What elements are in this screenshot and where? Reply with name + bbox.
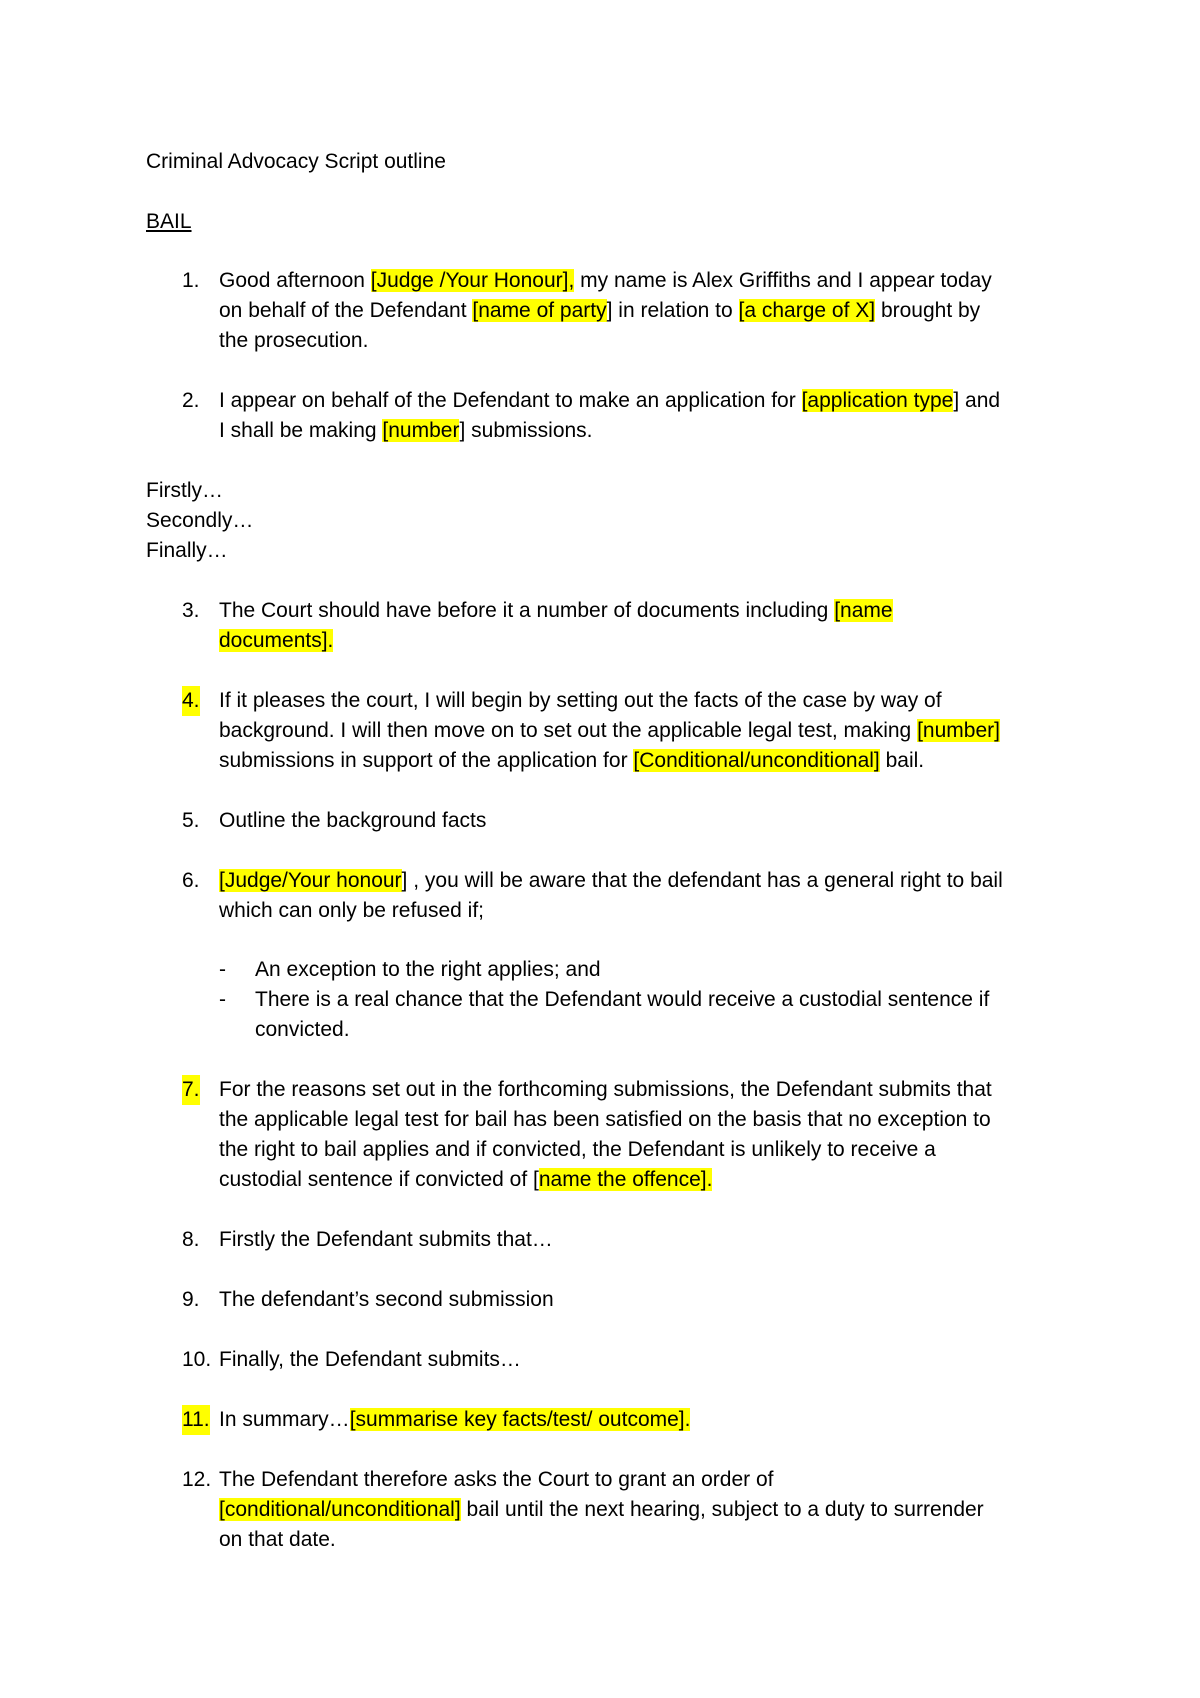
bullet-dash: - bbox=[219, 958, 226, 981]
text-line bbox=[219, 806, 1099, 836]
highlighted-placeholder: [summarise key facts/test/ outcome]. bbox=[349, 1408, 691, 1431]
text-line bbox=[219, 596, 1099, 626]
item-text bbox=[219, 1405, 1099, 1435]
item-text bbox=[219, 686, 1099, 776]
highlighted-placeholder: [number bbox=[382, 419, 460, 442]
text-line bbox=[219, 1105, 1099, 1135]
text-run: brought by bbox=[875, 299, 981, 322]
text-line bbox=[219, 296, 1099, 326]
text-run: For the reasons set out in the forthcoming submissions, the Defendant submits that bbox=[219, 1078, 992, 1101]
item-number: 1. bbox=[182, 269, 200, 292]
document-title: Criminal Advocacy Script outline bbox=[146, 150, 446, 173]
text-run: background. I will then move on to set out the applicable legal test, making bbox=[219, 719, 918, 742]
highlighted-placeholder: [application type bbox=[801, 389, 954, 412]
text-run: In summary… bbox=[219, 1408, 350, 1431]
item-text bbox=[219, 266, 1099, 356]
text-line bbox=[219, 1405, 1099, 1435]
highlighted-placeholder: [Judge /Your Honour], bbox=[370, 269, 575, 292]
text-run: The Court should have before it a number of documents including bbox=[219, 599, 835, 622]
text-run: bail. bbox=[879, 749, 925, 772]
bullet-text bbox=[255, 955, 1099, 985]
highlighted-placeholder: [name of party bbox=[472, 299, 607, 322]
item-number: 2. bbox=[182, 389, 200, 412]
text-line: An exception to the right applies; and bbox=[255, 958, 601, 981]
text-line bbox=[219, 1165, 1099, 1195]
text-line bbox=[219, 1285, 1099, 1315]
item-text bbox=[219, 1285, 1099, 1315]
text-run: on behalf of the Defendant bbox=[219, 299, 473, 322]
text-run: the right to bail applies and if convicted, the Defendant is unlikely to receive a bbox=[219, 1138, 936, 1161]
text-line bbox=[219, 896, 1099, 926]
text-line bbox=[219, 716, 1099, 746]
item-text bbox=[219, 1465, 1099, 1555]
text-line bbox=[219, 1075, 1099, 1105]
item-number: 3. bbox=[182, 599, 200, 622]
text-run: custodial sentence if convicted of [ bbox=[219, 1168, 539, 1191]
highlighted-placeholder: name the offence]. bbox=[538, 1168, 713, 1191]
text-run: ] in relation to bbox=[606, 299, 739, 322]
text-line bbox=[219, 1495, 1099, 1525]
item-text bbox=[219, 386, 1099, 446]
text-run: which can only be refused if; bbox=[219, 899, 484, 922]
highlighted-placeholder: [conditional/unconditional] bbox=[219, 1498, 461, 1521]
text-run: submissions in support of the application for bbox=[219, 749, 634, 772]
text-line: convicted. bbox=[255, 1018, 350, 1041]
text-run: on that date. bbox=[219, 1528, 336, 1551]
transition-finally: Finally… bbox=[146, 539, 228, 562]
text-run: Good afternoon bbox=[219, 269, 371, 292]
highlighted-placeholder: [Conditional/unconditional] bbox=[633, 749, 880, 772]
text-run: I appear on behalf of the Defendant to make an application for bbox=[219, 389, 802, 412]
text-line bbox=[219, 416, 1099, 446]
section-heading: BAIL bbox=[146, 210, 192, 233]
item-number: 12. bbox=[182, 1468, 212, 1491]
bullet-dash: - bbox=[219, 988, 226, 1011]
item-number: 11. bbox=[182, 1405, 210, 1435]
item-text bbox=[219, 1345, 1099, 1375]
text-line bbox=[219, 386, 1099, 416]
text-line bbox=[219, 626, 1099, 656]
text-run: the applicable legal test for bail has been satisfied on the basis that no exception to bbox=[219, 1108, 991, 1131]
text-line bbox=[219, 1465, 1099, 1495]
item-number: 4. bbox=[182, 686, 200, 716]
text-run: The defendant’s second submission bbox=[219, 1288, 554, 1311]
highlighted-placeholder: [name bbox=[834, 599, 893, 622]
text-run: my name is Alex Griffiths and I appear today bbox=[574, 269, 992, 292]
text-run: ] , you will be aware that the defendant has a general right to bail bbox=[401, 869, 1003, 892]
transition-firstly: Firstly… bbox=[146, 479, 223, 502]
text-run: the prosecution. bbox=[219, 329, 369, 352]
text-run: bail until the next hearing, subject to a duty to surrender bbox=[460, 1498, 984, 1521]
text-line bbox=[219, 266, 1099, 296]
highlighted-placeholder: documents]. bbox=[219, 629, 334, 652]
text-line bbox=[219, 866, 1099, 896]
transition-secondly: Secondly… bbox=[146, 509, 254, 532]
item-text bbox=[219, 1075, 1099, 1195]
text-line bbox=[219, 686, 1099, 716]
text-run: I shall be making bbox=[219, 419, 383, 442]
highlighted-placeholder: [number] bbox=[917, 719, 1000, 742]
item-number: 10. bbox=[182, 1348, 212, 1371]
text-line bbox=[219, 1135, 1099, 1165]
text-run: ] submissions. bbox=[459, 419, 593, 442]
item-text bbox=[219, 596, 1099, 656]
item-number: 6. bbox=[182, 869, 200, 892]
text-run: Firstly the Defendant submits that… bbox=[219, 1228, 553, 1251]
highlighted-placeholder: [Judge/Your honour bbox=[219, 869, 402, 892]
item-number: 5. bbox=[182, 809, 200, 832]
text-run: Outline the background facts bbox=[219, 809, 487, 832]
item-text bbox=[219, 866, 1099, 926]
text-line bbox=[219, 1345, 1099, 1375]
item-number: 8. bbox=[182, 1228, 200, 1251]
highlighted-placeholder: [a charge of X] bbox=[738, 299, 876, 322]
text-run: ] and bbox=[953, 389, 1001, 412]
item-number: 7. bbox=[182, 1075, 200, 1105]
text-line bbox=[219, 746, 1099, 776]
bullet-text bbox=[255, 985, 1099, 1045]
text-line bbox=[219, 326, 1099, 356]
item-text bbox=[219, 806, 1099, 836]
text-run: The Defendant therefore asks the Court to grant an order of bbox=[219, 1468, 774, 1491]
text-line bbox=[219, 1225, 1099, 1255]
text-run: Finally, the Defendant submits… bbox=[219, 1348, 521, 1371]
item-text bbox=[219, 1225, 1099, 1255]
text-line: There is a real chance that the Defendant would receive a custodial sentence if bbox=[255, 988, 990, 1011]
text-line bbox=[219, 1525, 1099, 1555]
item-number: 9. bbox=[182, 1288, 200, 1311]
text-run: If it pleases the court, I will begin by setting out the facts of the case by way of bbox=[219, 689, 942, 712]
